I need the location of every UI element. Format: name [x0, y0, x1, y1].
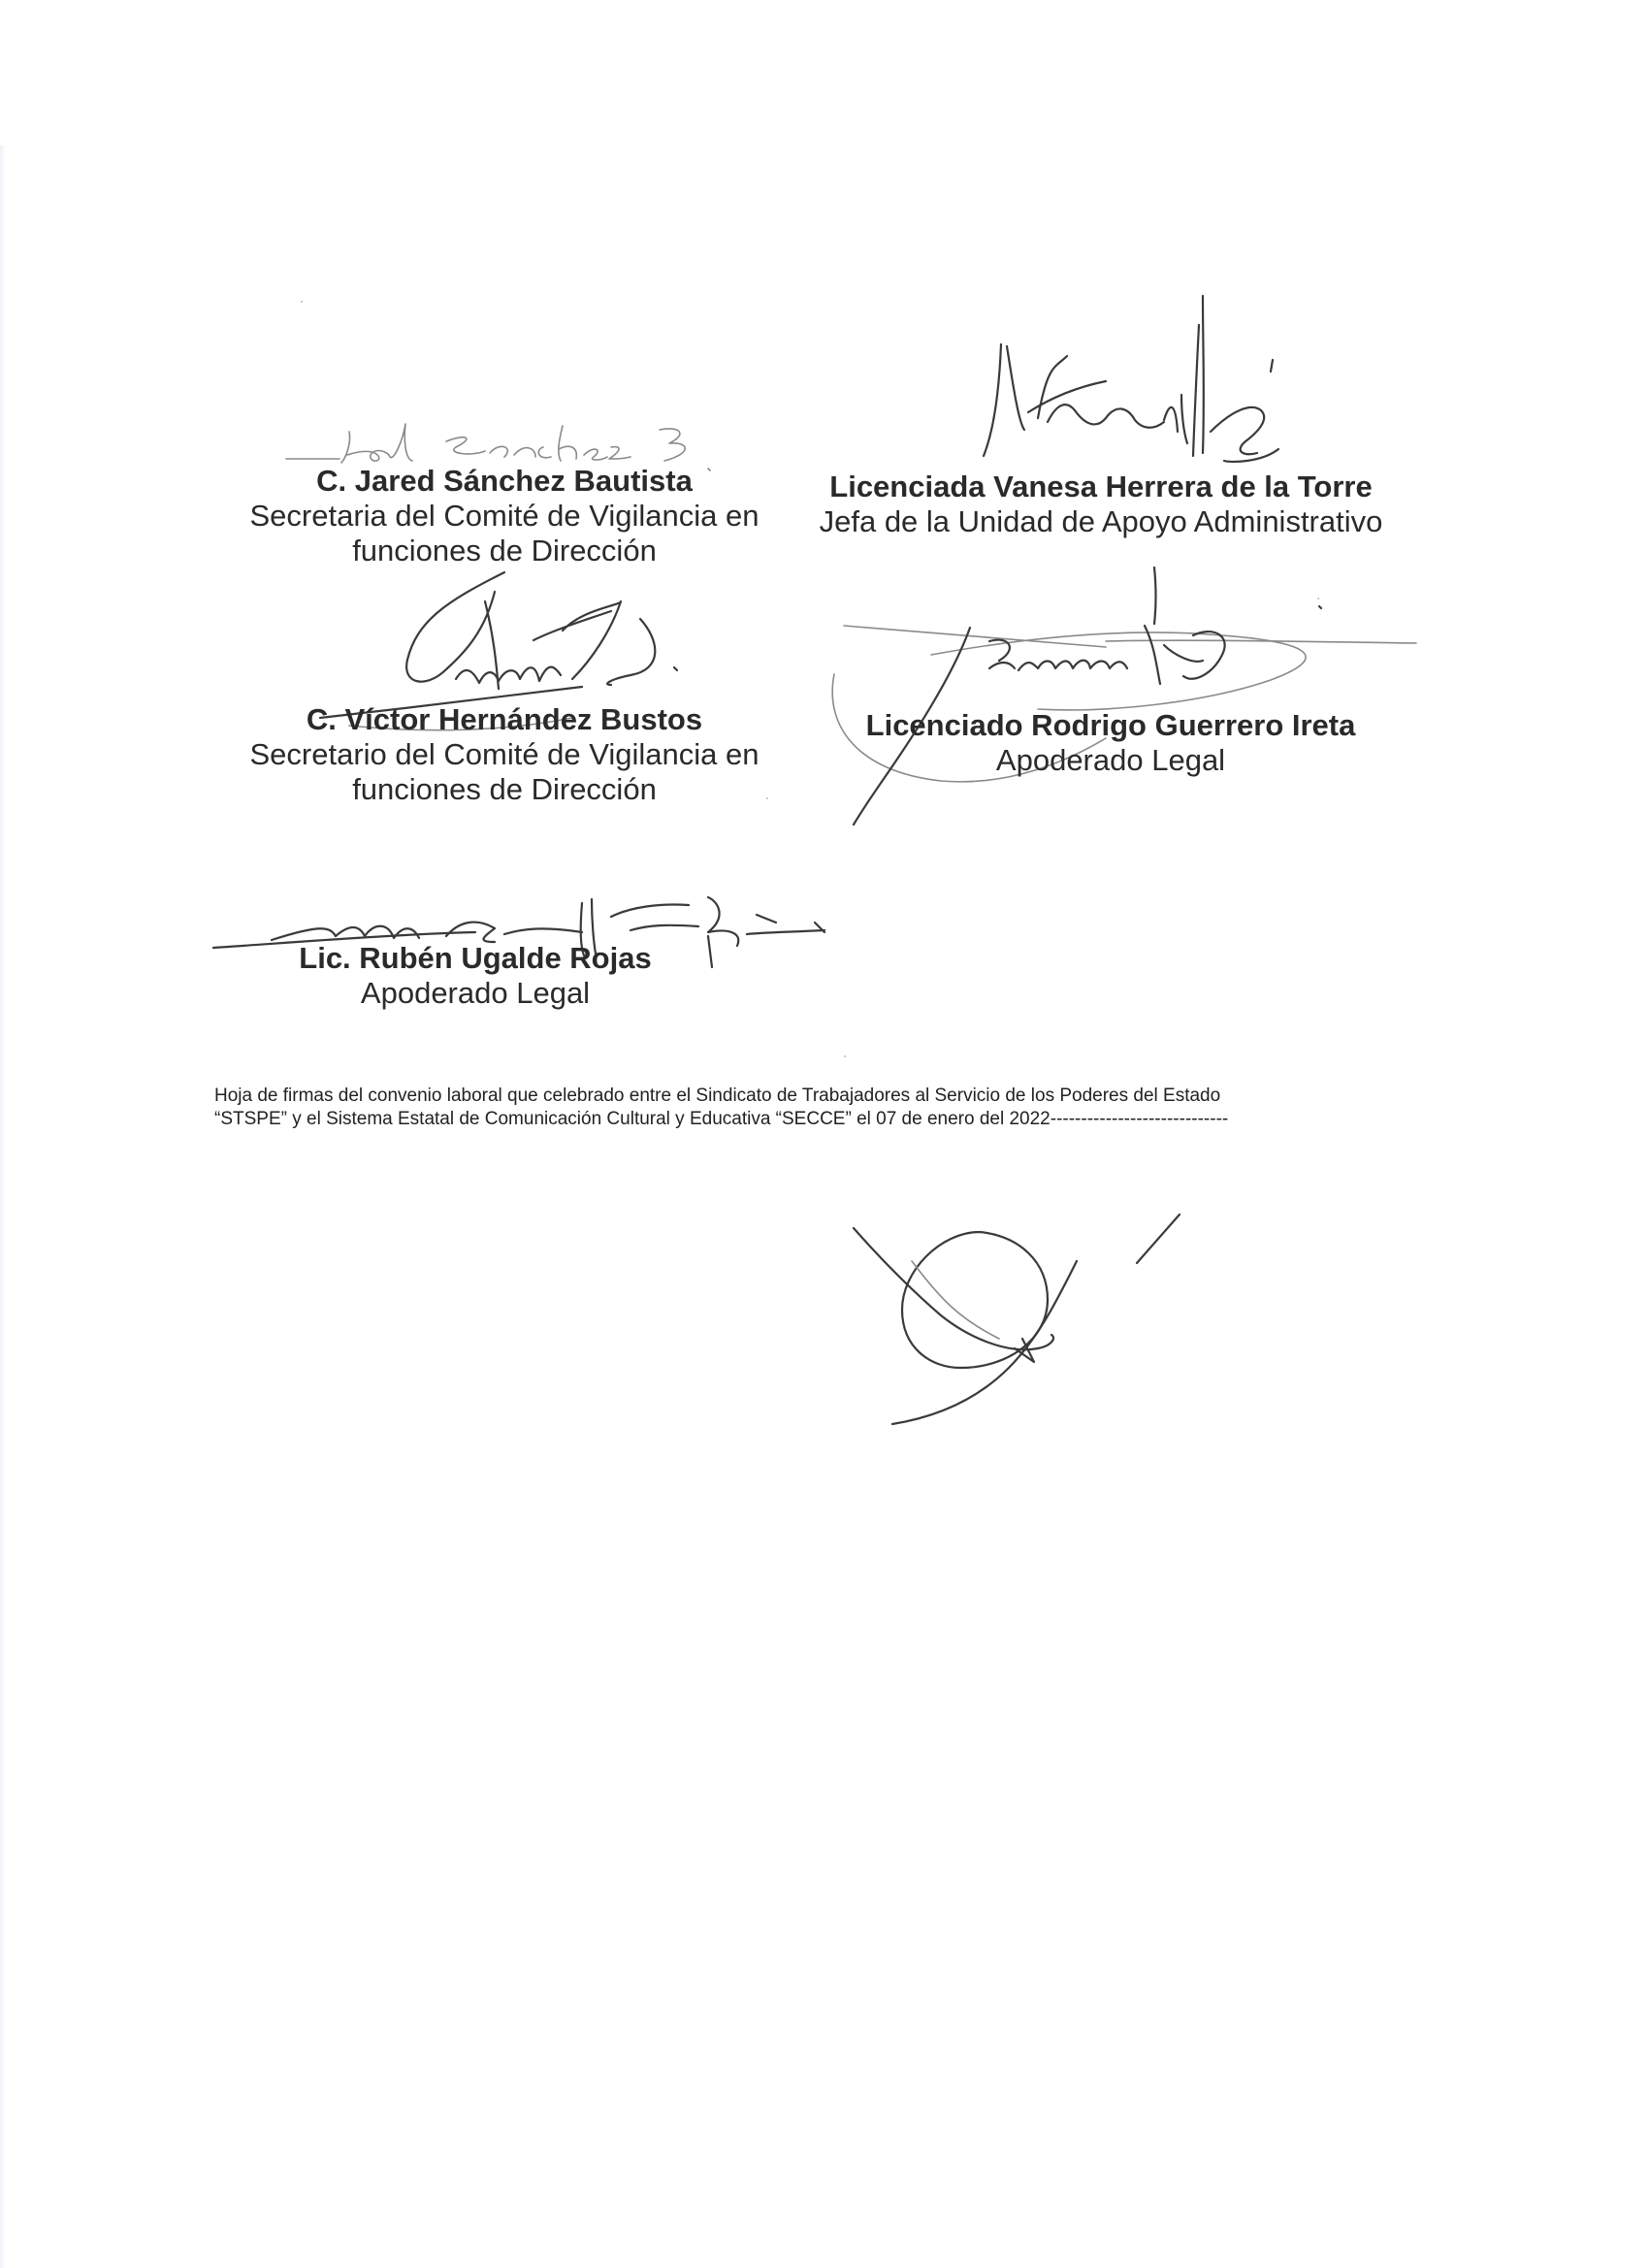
footnote-line: “STSPE” y el Sistema Estatal de Comunicación Cultural y Educativa “SECCE” el 07 de enero del 2022----------------------------- — [214, 1109, 1229, 1129]
signatory-name: Licenciado Rodrigo Guerrero Ireta — [865, 708, 1356, 742]
signatory-block-jared-sanchez — [223, 464, 786, 568]
footnote-line: Hoja de firmas del convenio laboral que celebrado entre el Sindicato de Trabajadores al Servicio de los Poderes del Estado — [214, 1085, 1221, 1106]
signatory-role: funciones de Dirección — [352, 534, 657, 567]
scan-speck — [844, 1055, 846, 1057]
signature-rodrigo-guerrero — [815, 567, 1426, 829]
signatory-role: funciones de Dirección — [352, 772, 657, 806]
signatory-block-rodrigo-guerrero — [810, 708, 1411, 778]
signatory-name: C. Jared Sánchez Bautista — [316, 464, 693, 498]
scan-speck — [301, 301, 303, 303]
signatory-block-victor-hernandez — [223, 702, 786, 807]
scan-speck — [1317, 598, 1319, 599]
signatory-name: Licenciada Vanesa Herrera de la Torre — [829, 470, 1373, 503]
signature-sheet-footnote — [214, 1085, 1417, 1131]
signatory-role: Secretario del Comité de Vigilancia en — [249, 737, 760, 771]
signatory-block-vanesa-herrera — [800, 470, 1402, 539]
initial-signature — [844, 1203, 1193, 1436]
signatory-role: Apoderado Legal — [360, 976, 591, 1010]
signatory-role: Apoderado Legal — [995, 743, 1226, 777]
signatory-block-ruben-ugalde — [281, 941, 669, 1011]
signatory-name: Lic. Rubén Ugalde Rojas — [299, 941, 652, 975]
scan-edge — [0, 146, 6, 2268]
signatory-role: Secretaria del Comité de Vigilancia en — [249, 499, 760, 533]
signatory-name: C. Víctor Hernández Bustos — [306, 702, 703, 736]
signatory-role: Jefa de la Unidad de Apoyo Administrativo — [819, 504, 1383, 538]
